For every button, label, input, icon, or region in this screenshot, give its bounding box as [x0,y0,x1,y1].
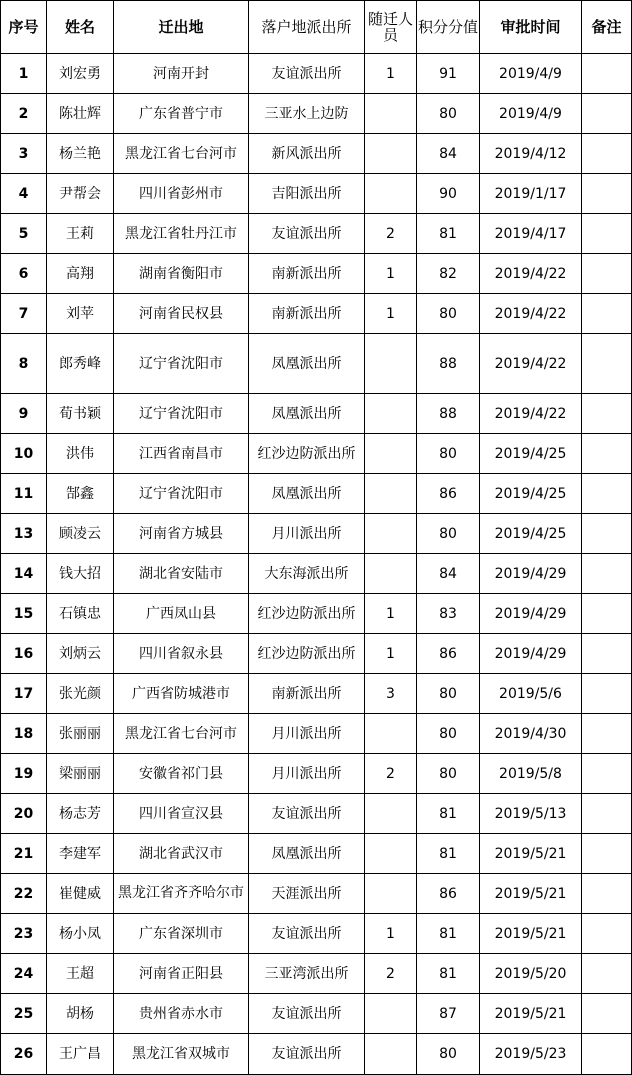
points-score: 91 [417,54,480,94]
origin-place: 辽宁省沈阳市 [114,334,249,394]
table-row [1,1034,632,1075]
remark-cell [582,794,632,834]
row-number: 8 [1,334,47,394]
remark-cell [582,294,632,334]
remark-cell [582,1034,632,1075]
row-number: 17 [1,674,47,714]
origin-place: 广西凤山县 [114,594,249,634]
police-station: 友谊派出所 [249,1034,365,1075]
origin-place: 四川省彭州市 [114,174,249,214]
approval-date: 2019/5/13 [480,794,582,834]
companion-count [365,514,417,554]
table-row [1,634,632,674]
row-number: 26 [1,1034,47,1075]
police-station: 友谊派出所 [249,54,365,94]
remark-cell [582,334,632,394]
remark-cell [582,134,632,174]
police-station: 天涯派出所 [249,874,365,914]
approval-date: 2019/5/21 [480,994,582,1034]
person-name: 刘苹 [47,294,114,334]
police-station: 凤凰派出所 [249,394,365,434]
row-number: 2 [1,94,47,134]
points-score: 81 [417,794,480,834]
companion-count [365,554,417,594]
person-name: 王莉 [47,214,114,254]
companion-count [365,334,417,394]
table-row [1,874,632,914]
row-number: 23 [1,914,47,954]
origin-place: 安徽省祁门县 [114,754,249,794]
row-number: 1 [1,54,47,94]
approval-date: 2019/4/25 [480,434,582,474]
table-row [1,394,632,434]
remark-cell [582,474,632,514]
police-station: 友谊派出所 [249,794,365,834]
origin-place: 辽宁省沈阳市 [114,394,249,434]
police-station: 大东海派出所 [249,554,365,594]
table-row [1,434,632,474]
points-score: 81 [417,834,480,874]
table-row [1,674,632,714]
approval-date: 2019/5/23 [480,1034,582,1075]
approval-date: 2019/5/21 [480,834,582,874]
table-row [1,554,632,594]
points-score: 80 [417,94,480,134]
approval-date: 2019/1/17 [480,174,582,214]
points-score: 90 [417,174,480,214]
row-number: 16 [1,634,47,674]
police-station: 友谊派出所 [249,214,365,254]
row-number: 13 [1,514,47,554]
row-number: 11 [1,474,47,514]
police-station: 新风派出所 [249,134,365,174]
companion-count: 1 [365,634,417,674]
origin-place: 河南省正阳县 [114,954,249,994]
person-name: 尹帮会 [47,174,114,214]
companion-count: 2 [365,954,417,994]
companion-count [365,134,417,174]
remark-cell [582,994,632,1034]
table-row [1,334,632,394]
police-station: 凤凰派出所 [249,334,365,394]
points-score: 80 [417,294,480,334]
police-station: 红沙边防派出所 [249,634,365,674]
row-number: 24 [1,954,47,994]
points-score: 80 [417,714,480,754]
companion-count [365,874,417,914]
origin-place: 四川省叙永县 [114,634,249,674]
origin-place: 广西省防城港市 [114,674,249,714]
origin-place: 湖北省安陆市 [114,554,249,594]
police-station: 南新派出所 [249,294,365,334]
companion-count [365,434,417,474]
police-station: 月川派出所 [249,754,365,794]
approval-date: 2019/4/22 [480,394,582,434]
approval-date: 2019/5/8 [480,754,582,794]
approval-date: 2019/4/22 [480,294,582,334]
approval-date: 2019/5/6 [480,674,582,714]
origin-place: 河南省方城县 [114,514,249,554]
police-station: 凤凰派出所 [249,474,365,514]
approval-date: 2019/4/9 [480,94,582,134]
remark-cell [582,914,632,954]
header-name: 姓名 [47,1,114,54]
person-name: 李建军 [47,834,114,874]
origin-place: 广东省普宁市 [114,94,249,134]
approval-date: 2019/4/9 [480,54,582,94]
table-row [1,54,632,94]
points-score: 81 [417,954,480,994]
remark-cell [582,214,632,254]
person-name: 杨小凤 [47,914,114,954]
person-name: 郎秀峰 [47,334,114,394]
table-row [1,214,632,254]
table-row [1,254,632,294]
points-score: 86 [417,474,480,514]
police-station: 吉阳派出所 [249,174,365,214]
remark-cell [582,94,632,134]
origin-place: 黑龙江省七台河市 [114,134,249,174]
header-score: 积分分值 [417,1,480,54]
table-row [1,294,632,334]
approval-date: 2019/4/29 [480,554,582,594]
origin-place: 湖北省武汉市 [114,834,249,874]
person-name: 刘炳云 [47,634,114,674]
remark-cell [582,594,632,634]
approval-date: 2019/4/25 [480,514,582,554]
remark-cell [582,394,632,434]
points-score: 84 [417,134,480,174]
approval-date: 2019/4/30 [480,714,582,754]
origin-place: 广东省深圳市 [114,914,249,954]
row-number: 20 [1,794,47,834]
table-body [1,54,632,1075]
approval-date: 2019/4/12 [480,134,582,174]
points-score: 81 [417,214,480,254]
table-row [1,994,632,1034]
remark-cell [582,714,632,754]
person-name: 王超 [47,954,114,994]
header-station: 落户地派出所 [249,1,365,54]
person-name: 梁丽丽 [47,754,114,794]
companion-count: 1 [365,914,417,954]
police-station: 月川派出所 [249,714,365,754]
companion-count [365,1034,417,1075]
police-station: 三亚湾派出所 [249,954,365,994]
police-station: 友谊派出所 [249,914,365,954]
row-number: 5 [1,214,47,254]
person-name: 胡杨 [47,994,114,1034]
companion-count [365,174,417,214]
approval-date: 2019/4/17 [480,214,582,254]
companion-count: 1 [365,54,417,94]
person-name: 郜鑫 [47,474,114,514]
approval-date: 2019/4/29 [480,634,582,674]
police-station: 三亚水上边防 [249,94,365,134]
remark-cell [582,254,632,294]
row-number: 22 [1,874,47,914]
companion-count [365,394,417,434]
table-row [1,134,632,174]
table-row [1,594,632,634]
person-name: 崔健威 [47,874,114,914]
remark-cell [582,834,632,874]
person-name: 杨兰艳 [47,134,114,174]
header-date: 审批时间 [480,1,582,54]
police-station: 月川派出所 [249,514,365,554]
points-score: 80 [417,754,480,794]
remark-cell [582,874,632,914]
table-row [1,474,632,514]
row-number: 15 [1,594,47,634]
companion-count: 1 [365,254,417,294]
remark-cell [582,174,632,214]
companion-count: 1 [365,594,417,634]
row-number: 3 [1,134,47,174]
table-row [1,834,632,874]
companion-count [365,714,417,754]
companion-count [365,474,417,514]
points-score: 80 [417,1034,480,1075]
points-score: 81 [417,914,480,954]
remark-cell [582,434,632,474]
remark-cell [582,54,632,94]
table-row [1,914,632,954]
remark-cell [582,754,632,794]
approval-date: 2019/4/22 [480,254,582,294]
remark-cell [582,954,632,994]
person-name: 王广昌 [47,1034,114,1075]
origin-place: 河南省民权县 [114,294,249,334]
origin-place: 湖南省衡阳市 [114,254,249,294]
companion-count: 2 [365,754,417,794]
table-row [1,174,632,214]
approval-date: 2019/4/29 [480,594,582,634]
approval-date: 2019/5/21 [480,914,582,954]
origin-place: 河南开封 [114,54,249,94]
companion-count: 2 [365,214,417,254]
companion-count [365,794,417,834]
companion-count [365,834,417,874]
origin-place: 贵州省赤水市 [114,994,249,1034]
origin-place: 黑龙江省牡丹江市 [114,214,249,254]
header-companions: 随迁人员 [365,1,417,54]
table-row [1,714,632,754]
row-number: 4 [1,174,47,214]
row-number: 21 [1,834,47,874]
origin-place: 江西省南昌市 [114,434,249,474]
points-score: 84 [417,554,480,594]
table-row [1,954,632,994]
origin-place: 黑龙江省双城市 [114,1034,249,1075]
header-row [1,1,632,54]
police-station: 红沙边防派出所 [249,594,365,634]
row-number: 18 [1,714,47,754]
header-remark: 备注 [582,1,632,54]
row-number: 10 [1,434,47,474]
approval-date: 2019/4/25 [480,474,582,514]
row-number: 19 [1,754,47,794]
table-row [1,794,632,834]
points-score: 86 [417,634,480,674]
police-station: 南新派出所 [249,674,365,714]
police-station: 南新派出所 [249,254,365,294]
table-row [1,754,632,794]
header-no: 序号 [1,1,47,54]
origin-place: 辽宁省沈阳市 [114,474,249,514]
points-score: 80 [417,674,480,714]
points-score: 88 [417,334,480,394]
origin-place: 黑龙江省齐齐哈尔市 [114,874,249,914]
person-name: 高翔 [47,254,114,294]
remark-cell [582,554,632,594]
person-name: 刘宏勇 [47,54,114,94]
origin-place: 四川省宣汉县 [114,794,249,834]
table-row [1,94,632,134]
person-name: 张丽丽 [47,714,114,754]
points-score: 82 [417,254,480,294]
person-name: 荀书颖 [47,394,114,434]
approval-date: 2019/5/20 [480,954,582,994]
header-origin: 迁出地 [114,1,249,54]
points-score: 88 [417,394,480,434]
remark-cell [582,674,632,714]
points-score: 86 [417,874,480,914]
companion-count [365,94,417,134]
table-row [1,514,632,554]
approval-date: 2019/5/21 [480,874,582,914]
remark-cell [582,634,632,674]
points-score: 80 [417,434,480,474]
police-station: 凤凰派出所 [249,834,365,874]
points-score: 87 [417,994,480,1034]
companion-count: 1 [365,294,417,334]
companion-count [365,994,417,1034]
person-name: 钱大招 [47,554,114,594]
row-number: 6 [1,254,47,294]
person-name: 张光颜 [47,674,114,714]
origin-place: 黑龙江省七台河市 [114,714,249,754]
person-name: 顾凌云 [47,514,114,554]
row-number: 14 [1,554,47,594]
person-name: 洪伟 [47,434,114,474]
police-station: 友谊派出所 [249,994,365,1034]
approval-date: 2019/4/22 [480,334,582,394]
row-number: 9 [1,394,47,434]
person-name: 杨志芳 [47,794,114,834]
row-number: 25 [1,994,47,1034]
police-station: 红沙边防派出所 [249,434,365,474]
person-name: 陈壮辉 [47,94,114,134]
points-score: 80 [417,514,480,554]
person-name: 石镇忠 [47,594,114,634]
companion-count: 3 [365,674,417,714]
points-score: 83 [417,594,480,634]
remark-cell [582,514,632,554]
row-number: 7 [1,294,47,334]
